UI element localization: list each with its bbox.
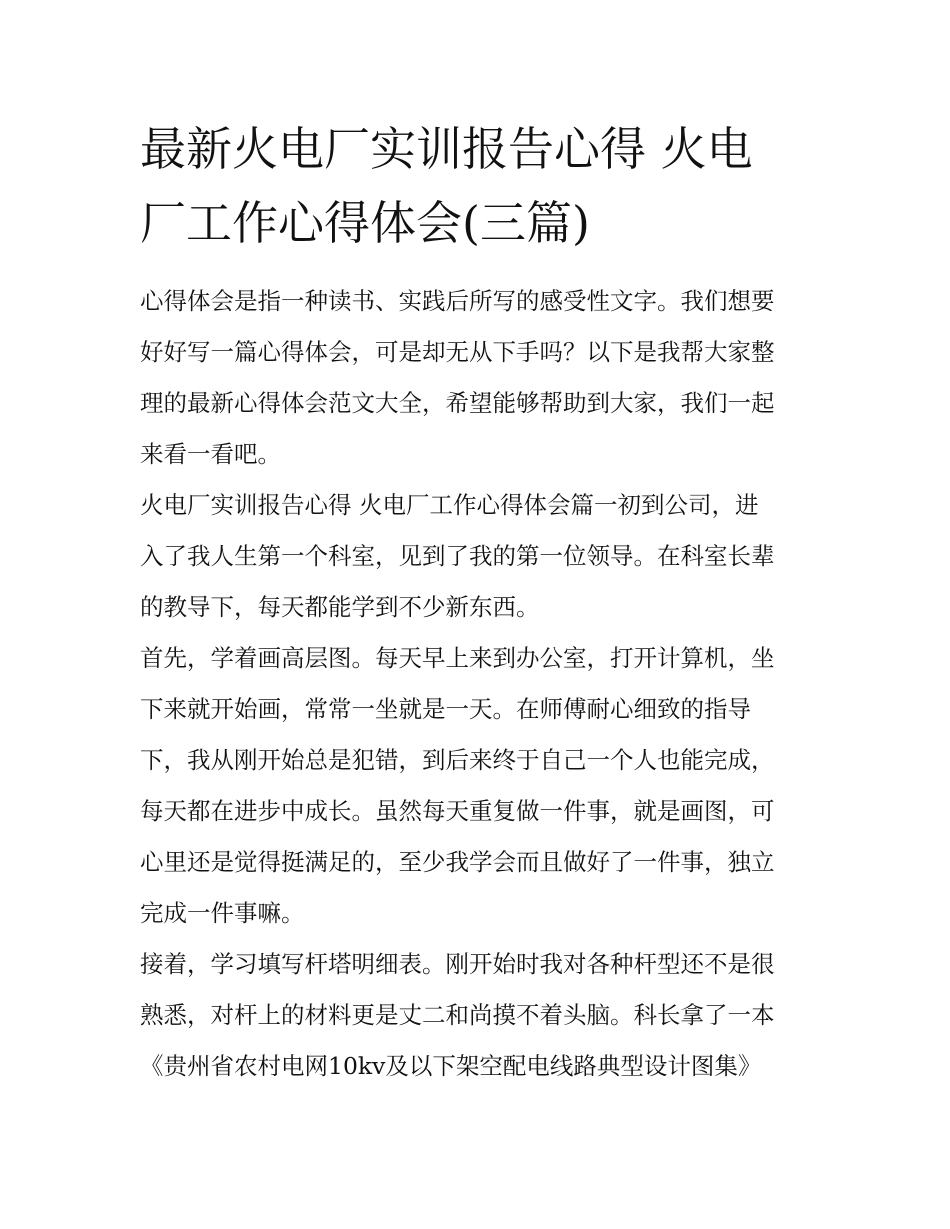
body-line: 下来就开始画，常常一坐就是一天。在师傅耐心细致的指导 (140, 695, 751, 723)
body-line: 下，我从刚开始总是犯错，到后来终于自己一个人也能完成， (140, 746, 775, 774)
body-line: 熟悉，对杆上的材料更是丈二和尚摸不着头脑。科长拿了一本 (140, 1001, 775, 1029)
body-line: 完成一件事嘛。 (140, 899, 305, 927)
body-line: 好好写一篇心得体会，可是却无从下手吗？以下是我帮大家整 (140, 338, 775, 366)
title-line-1: 最新火电厂实训报告心得 火电 (140, 122, 753, 176)
body-line: 的教导下，每天都能学到不少新东西。 (140, 593, 540, 621)
body-line: 《贵州省农村电网10kv及以下架空配电线路典型设计图集》 (140, 1052, 762, 1080)
body-line: 接着，学习填写杆塔明细表。刚开始时我对各种杆型还不是很 (140, 950, 775, 978)
body-line: 首先，学着画高层图。每天早上来到办公室，打开计算机，坐 (140, 644, 775, 672)
body-line: 火电厂实训报告心得 火电厂工作心得体会篇一初到公司，进 (140, 491, 759, 519)
body-line: 入了我人生第一个科室，见到了我的第一位领导。在科室长辈 (140, 542, 775, 570)
document-body (140, 276, 820, 1092)
body-line: 来看一看吧。 (140, 440, 281, 468)
body-line: 心得体会是指一种读书、实践后所写的感受性文字。我们想要 (140, 287, 775, 315)
body-line: 心里还是觉得挺满足的，至少我学会而且做好了一件事，独立 (140, 848, 775, 876)
body-line: 每天都在进步中成长。虽然每天重复做一件事，就是画图，可 (140, 797, 775, 825)
title-line-2: 厂工作心得体会(三篇) (140, 196, 590, 250)
body-line: 理的最新心得体会范文大全，希望能够帮助到大家，我们一起 (140, 389, 775, 417)
document-title (140, 112, 820, 260)
